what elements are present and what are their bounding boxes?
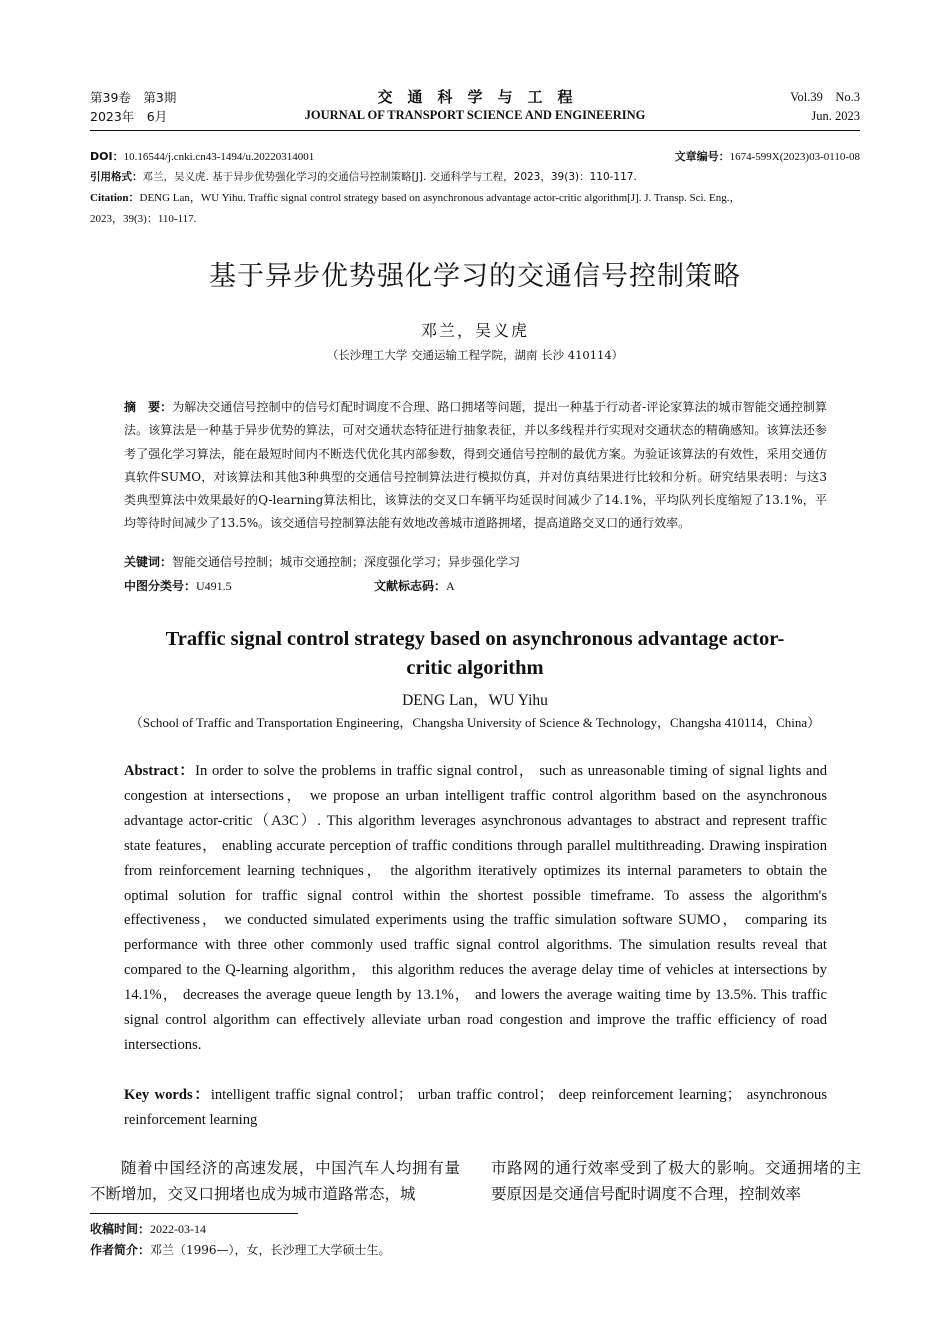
author-bio-label: 作者简介： [90,1243,151,1257]
document-code [374,576,455,597]
doi-line [90,146,314,168]
abstract-en-text: In order to solve the problems in traffic signal control， such as unreasonable timing of signal lights and congestion at intersections， we propose an urban intelligent traffic control algorithm based on the asynchronous advantage actor-critic（A3C）. This algorithm leverages asynchronous advantages to abstract and represent traffic state features， enabling accurate perception of traffic conditions through parallel multithreading. Drawing inspiration from reinforcement learning techniques， the algorithm iteratively optimizes its internal parameters to obtain the optimal solution for traffic signal control within the shortest possible timeframe. To assess the algorithm's effectiveness， we conducted simulated experiments using the traffic simulation software SUMO， comparing its performance with three other commonly used traffic signal control algorithms. The simulation results reveal that compared to the Q-learning algorithm， this algorithm reduces the average delay time of vehicles at intersections by 14.1%， decreases the average queue length by 13.1%， and lowers the average waiting time by 13.5%. This traffic signal control algorithm can effectively alleviate urban road congestion and improve the traffic efficiency of road intersections. [124,763,827,1053]
document-code-label: 文献标志码： [374,579,447,593]
authors-cn: 邓兰，吴义虎 [420,321,529,340]
author-bio-text: 邓兰（1996—），女，长沙理工大学硕士生。 [150,1243,391,1257]
affiliation-en: （School of Traffic and Transportation Engineering，Changsha University of Science & Technology，Changsha 410114，China） [129,715,821,730]
abstract-cn [124,396,827,536]
header-journal-cn: 交 通 科 学 与 工 程 [377,88,573,106]
article-number-value: 1674-599X(2023)03-0110-08 [729,151,860,163]
header-date-en: Jun. 2023 [811,109,860,123]
keywords-cn [124,552,520,573]
page-title: 基于异步优势强化学习的交通信号控制策略 [209,261,741,292]
abstract-en [124,759,827,1058]
authors-en: DENG Lan，WU Yihu [402,692,548,709]
footnote-rule [90,1213,298,1214]
received-value: 2022-03-14 [150,1222,207,1236]
affiliation-cn: （长沙理工大学 交通运输工程学院，湖南 长沙 410114） [326,348,624,362]
header-date-cn: 2023年 6月 [90,109,168,124]
title-en-line-2: critic algorithm [406,657,544,679]
keywords-cn-text: 智能交通信号控制；城市交通控制；深度强化学习；异步强化学习 [172,555,521,569]
abstract-cn-label: 摘 要： [124,400,173,414]
keywords-en-label: Key words： [124,1087,211,1103]
abstract-en-label: Abstract： [124,763,196,779]
keywords-en [124,1083,827,1133]
body-column-right: 市路网的通行效率受到了极大的影响。交通拥堵的主要原因是交通信号配时调度不合理，控制效率 [491,1159,861,1203]
doi-value: 10.16544/j.cnki.cn43-1494/u.20220314001 [123,151,315,163]
title-en-line-1: Traffic signal control strategy based on asynchronous advantage actor- [165,628,785,650]
citation-en-text: DENG Lan，WU Yihu. Traffic signal control strategy based on asynchronous advantage actor-critic algorithm[J]. J. Transp. Sci. Eng.， [139,192,741,204]
article-number-label: 文章编号： [674,150,730,163]
received-date [90,1220,206,1239]
citation-en-label: Citation： [90,192,140,204]
keywords-cn-label: 关键词： [124,555,173,569]
article-number [675,146,860,168]
header-journal-en: JOURNAL OF TRANSPORT SCIENCE AND ENGINEERING [304,108,646,122]
doi-label: DOI： [90,150,124,163]
header-volume-issue-en: Vol.39 No.3 [790,90,860,104]
title-en [0,625,950,683]
keywords-en-text: intelligent traffic signal control； urban traffic control； deep reinforcement learning； asynchronous reinforcement learning [124,1087,827,1128]
received-label: 收稿时间： [90,1222,151,1236]
clc-number [124,576,232,597]
citation-en [90,188,862,209]
author-bio [90,1241,391,1260]
citation-cn [90,167,637,188]
clc-value: U491.5 [196,579,232,593]
citation-cn-label: 引用格式： [90,171,143,183]
abstract-cn-text: 为解决交通信号控制中的信号灯配时调度不合理、路口拥堵等问题，提出一种基于行动者-评论家算法的城市智能交通控制算法。该算法是一种基于异步优势的算法，可对交通状态特征进行抽象表征，并以多线程并行实现对交通状态的精确感知。该算法还参考了强化学习算法，能在最短时间内不断迭代优化其内部参数，得到交通信号控制的最优方案。为验证该算法的有效性，采用交通仿真软件SUMO，对该算法和其他3种典型的交通信号控制算法进行模拟仿真，并对仿真结果进行比较和分析。研究结果表明：与这3类典型算法中效果最好的Q-learning算法相比，该算法的交叉口车辆平均延误时间减少了14.1%，平均队列长度缩短了13.1%，平均等待时间减少了13.5%。该交通信号控制算法能有效地改善城市道路拥堵，提高道路交叉口的通行效率。 [124,400,827,531]
header-rule [90,130,860,131]
citation-en-cont: 2023，39(3)：110-117. [90,213,197,225]
body-column-left: 随着中国经济的高速发展，中国汽车人均拥有量不断增加，交叉口拥堵也成为城市道路常态，城 [90,1159,460,1203]
document-code-value: A [446,579,455,593]
citation-cn-text: 邓兰，吴义虎. 基于异步优势强化学习的交通信号控制策略[J]. 交通科学与工程，2023，39(3)：110-117. [142,171,637,183]
header-volume-issue-cn: 第39卷 第3期 [90,90,177,105]
clc-label: 中图分类号： [124,579,197,593]
